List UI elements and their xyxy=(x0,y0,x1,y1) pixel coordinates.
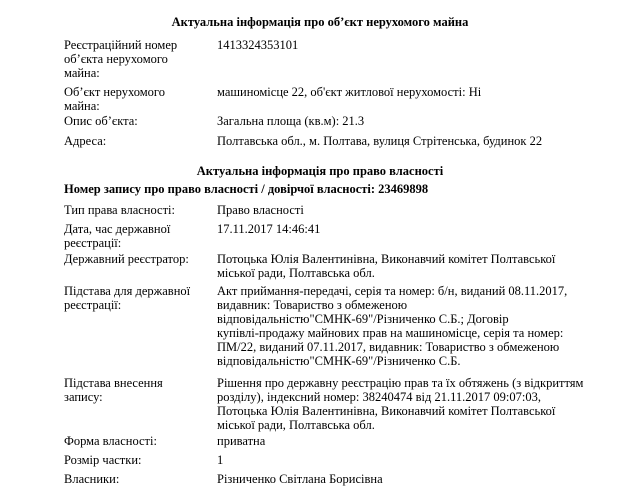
label-line: Державний реєстратор: xyxy=(64,252,189,266)
label-line: Підстава внесення xyxy=(64,376,163,390)
label-line: реєстрації: xyxy=(64,236,122,250)
label-line: Дата, час державної xyxy=(64,222,171,236)
value-entry-basis xyxy=(217,376,622,432)
label-object-description xyxy=(64,114,204,128)
ownership-info-title: Актуальна інформація про право власності xyxy=(196,164,444,178)
ownership-record-heading: Номер запису про право власності / довірчої власності: 23469898 xyxy=(64,182,429,196)
label-address xyxy=(64,134,204,148)
label-registration-date xyxy=(64,222,204,250)
value-line: відповідальністю"СМНК-69"/Різниченко С.Б.; Договір xyxy=(217,312,509,326)
value-line: ПМ/22, виданий 07.11.2017, видавник: Товариство з обмеженою xyxy=(217,340,560,354)
label-ownership-form xyxy=(64,434,204,448)
label-line: Тип права власності: xyxy=(64,203,176,217)
value-registration-date xyxy=(217,222,622,236)
value-state-registrar xyxy=(217,252,622,280)
label-line: Адреса: xyxy=(64,134,107,148)
value-line: машиномісце 22, об'єкт житлової нерухомості: Ні xyxy=(217,85,482,99)
value-line: 1 xyxy=(217,453,224,467)
value-line: Загальна площа (кв.м): 21.3 xyxy=(217,114,365,128)
value-line: Полтавська обл., м. Полтава, вулиця Стрітенська, будинок 22 xyxy=(217,134,543,148)
value-owners xyxy=(217,472,622,486)
value-ownership-type xyxy=(217,203,622,217)
value-address xyxy=(217,134,622,148)
label-line: майна: xyxy=(64,99,100,113)
value-line: Різниченко Світлана Борисівна xyxy=(217,472,383,486)
label-line: майна: xyxy=(64,66,100,80)
label-line: об’єкта нерухомого xyxy=(64,52,168,66)
value-line: Потоцька Юлія Валентинівна, Виконавчий комітет Полтавської xyxy=(217,252,556,266)
label-registration-basis xyxy=(64,284,204,312)
label-state-registrar xyxy=(64,252,204,266)
label-line: Опис об’єкта: xyxy=(64,114,138,128)
label-line: Форма власності: xyxy=(64,434,157,448)
label-line: запису: xyxy=(64,390,103,404)
label-entry-basis xyxy=(64,376,204,404)
value-registration-basis xyxy=(217,284,622,368)
value-line: Рішення про державну реєстрацію прав та їх обтяжень (з відкриттям xyxy=(217,376,584,390)
value-line: відповідальністю"СМНК-69"/Різниченко С.Б. xyxy=(217,354,461,368)
value-line: 1413324353101 xyxy=(217,38,299,52)
label-line: Об’єкт нерухомого xyxy=(64,85,165,99)
label-line: Власники: xyxy=(64,472,120,486)
label-line: реєстрації: xyxy=(64,298,122,312)
label-share-size xyxy=(64,453,204,467)
value-line: купівлі-продажу майнових прав на машиномісце, серія та номер: xyxy=(217,326,564,340)
value-ownership-form xyxy=(217,434,622,448)
property-info-title: Актуальна інформація про об’єкт нерухомого майна xyxy=(171,15,469,29)
value-line: видавник: Товариство з обмеженою xyxy=(217,298,408,312)
value-share-size xyxy=(217,453,622,467)
value-line: міської ради, Полтавська обл. xyxy=(217,266,375,280)
value-line: міської ради, Полтавська обл. xyxy=(217,418,375,432)
label-ownership-type xyxy=(64,203,204,217)
value-object-description xyxy=(217,114,622,128)
label-line: Розмір частки: xyxy=(64,453,142,467)
value-line: 17.11.2017 14:46:41 xyxy=(217,222,321,236)
value-line: Право власності xyxy=(217,203,304,217)
value-property-object xyxy=(217,85,622,99)
value-registration-number xyxy=(217,38,622,52)
value-line: приватна xyxy=(217,434,266,448)
value-line: Акт приймання-передачі, серія та номер: б/н, виданий 08.11.2017, xyxy=(217,284,568,298)
label-owners xyxy=(64,472,204,486)
label-line: Реєстраційний номер xyxy=(64,38,178,52)
label-property-object xyxy=(64,85,204,113)
label-registration-number xyxy=(64,38,204,80)
label-line: Підстава для державної xyxy=(64,284,191,298)
value-line: Потоцька Юлія Валентинівна, Виконавчий комітет Полтавської xyxy=(217,404,556,418)
value-line: розділу), індексний номер: 38240474 від 21.11.2017 09:07:03, xyxy=(217,390,541,404)
